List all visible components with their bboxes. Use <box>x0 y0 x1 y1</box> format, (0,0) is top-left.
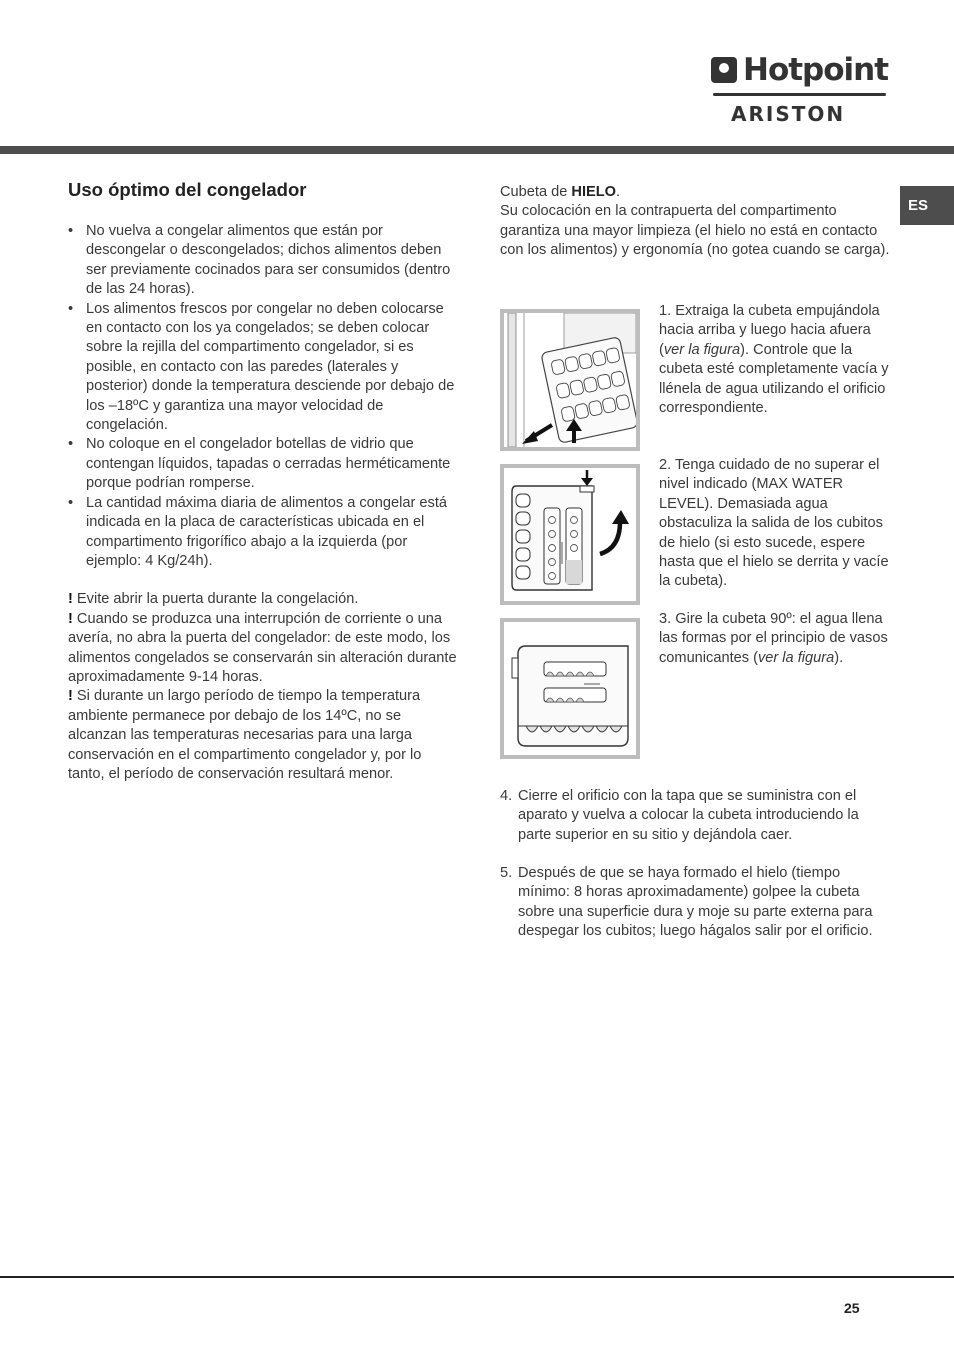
section-title: Uso óptimo del congelador <box>68 179 307 200</box>
step-text-main: 3. Gire la cubeta 90º: el agua llena las formas por el principio de vasos comunicantes ( <box>659 611 888 666</box>
step-text: 2. Tenga cuidado de no superar el nivel indicado (MAX WATER LEVEL). Demasiada agua obstaculiza la salida de los cubitos de hielo (si esto sucede, espere hasta que el hielo se derrita y vacíe la cubeta). <box>659 457 889 590</box>
sub-brand-name: ARISTON <box>731 102 846 126</box>
figure-extract-tray <box>500 309 640 451</box>
brand-logo <box>711 50 887 126</box>
step-4 <box>500 787 892 845</box>
fill-tray-illustration <box>504 468 636 601</box>
language-tab: ES <box>900 186 954 225</box>
page-number: 25 <box>844 1300 860 1316</box>
rotate-tray-illustration <box>504 622 636 755</box>
step-5 <box>500 864 892 942</box>
warning-text: Cuando se produzca una interrupción de corriente o una avería, no abra la puerta del congelador: de este modo, los alimentos congelados se conservarán sin alteración durante aproximadamente 9-14 horas. <box>68 610 457 685</box>
bullet-item: • Los alimentos frescos por congelar no deben colocarse en contacto con los ya congelados; se deben colocar sobre la rejilla del compartimento congelador, si es posible, en contacto con las paredes (laterales y posterior) donde la temperatura desciende por debajo de los –18ºC y garantiza una mayor velocidad de congelación. <box>68 300 460 436</box>
numbered-item <box>500 864 892 942</box>
warning-item <box>68 687 460 784</box>
figure-fill-tray <box>500 464 640 605</box>
logo-mark-icon <box>711 57 737 83</box>
bullet-list <box>68 222 460 571</box>
step-text <box>659 610 891 668</box>
intro-suffix: . <box>616 184 621 200</box>
intro-body: Su colocación en la contrapuerta del compartimento garantiza una mayor limpieza (el hielo no está en contacto con los alimentos) y ergonomía (no gotea cuando se carga). <box>500 203 890 259</box>
logo-divider <box>713 93 886 96</box>
bullet-item: • La cantidad máxima diaria de alimentos a congelar está indicada en la placa de características ubicada en el compartimento frigorífico abajo a la izquierda (por ejemplo: 4 Kg/24h). <box>68 494 460 572</box>
ice-tray-intro <box>500 183 892 261</box>
item-number: 4. <box>500 788 513 804</box>
item-text: Cierre el orificio con la tapa que se suministra con el aparato y vuelva a colocar la cubeta introduciendo la parte superior en su sitio y dejándola caer. <box>518 788 859 843</box>
warning-mark: ! <box>68 610 73 627</box>
warning-mark: ! <box>68 591 73 608</box>
warning-item <box>68 590 460 609</box>
figure-rotate-tray <box>500 618 640 759</box>
extract-tray-illustration <box>504 313 636 447</box>
header-bar <box>0 146 954 154</box>
footer-divider <box>0 1276 954 1278</box>
bullet-item: • No coloque en el congelador botellas de vidrio que contengan líquidos, tapadas o cerradas herméticamente porque podrían romperse. <box>68 435 460 493</box>
warning-list <box>68 590 460 784</box>
item-number: 5. <box>500 865 513 881</box>
item-text: Después de que se haya formado el hielo (tiempo mínimo: 8 horas aproximadamente) golpee la cubeta sobre una superficie dura y moje su parte externa para despegar los cubitos; luego hágalos salir por el orificio. <box>518 865 873 940</box>
bullet-item: • No vuelva a congelar alimentos que están por descongelar o descongelados; dichos alimentos deben ser previamente cocinados para ser consumidos (dentro de las 24 horas). <box>68 222 460 300</box>
step-2 <box>659 456 891 592</box>
warning-text: Si durante un largo período de tiempo la temperatura ambiente permanece por debajo de los 14ºC, no se alcanzan las temperaturas necesarias para una larga conservación en el compartimento congelador y, por lo tanto, el período de conservación resultará menor. <box>68 688 422 782</box>
step-text-main: 1. Extraiga la cubeta empujándola hacia arriba y luego hacia afuera ( <box>659 303 880 358</box>
step-3 <box>659 610 891 668</box>
step-1 <box>659 302 891 418</box>
step-text-end: ). <box>834 649 844 666</box>
brand-name: Hotpoint <box>743 52 889 88</box>
brand-wordmark <box>711 50 888 90</box>
warning-text: Evite abrir la puerta durante la congelación. <box>72 591 359 608</box>
step-figure-ref: ver la figura <box>757 649 835 666</box>
intro-heading <box>500 183 892 202</box>
intro-bold: HIELO <box>571 184 616 200</box>
warning-mark: ! <box>68 688 73 705</box>
numbered-item <box>500 787 892 845</box>
step-text <box>659 302 891 418</box>
step-figure-ref: ver la figura <box>663 341 741 358</box>
step-text-end: ). Controle que la cubeta esté completamente vacía y llénela de agua utilizando el orificio correspondiente. <box>659 341 889 417</box>
left-column <box>68 178 460 784</box>
intro-prefix: Cubeta de <box>500 184 572 200</box>
warning-item <box>68 610 460 688</box>
